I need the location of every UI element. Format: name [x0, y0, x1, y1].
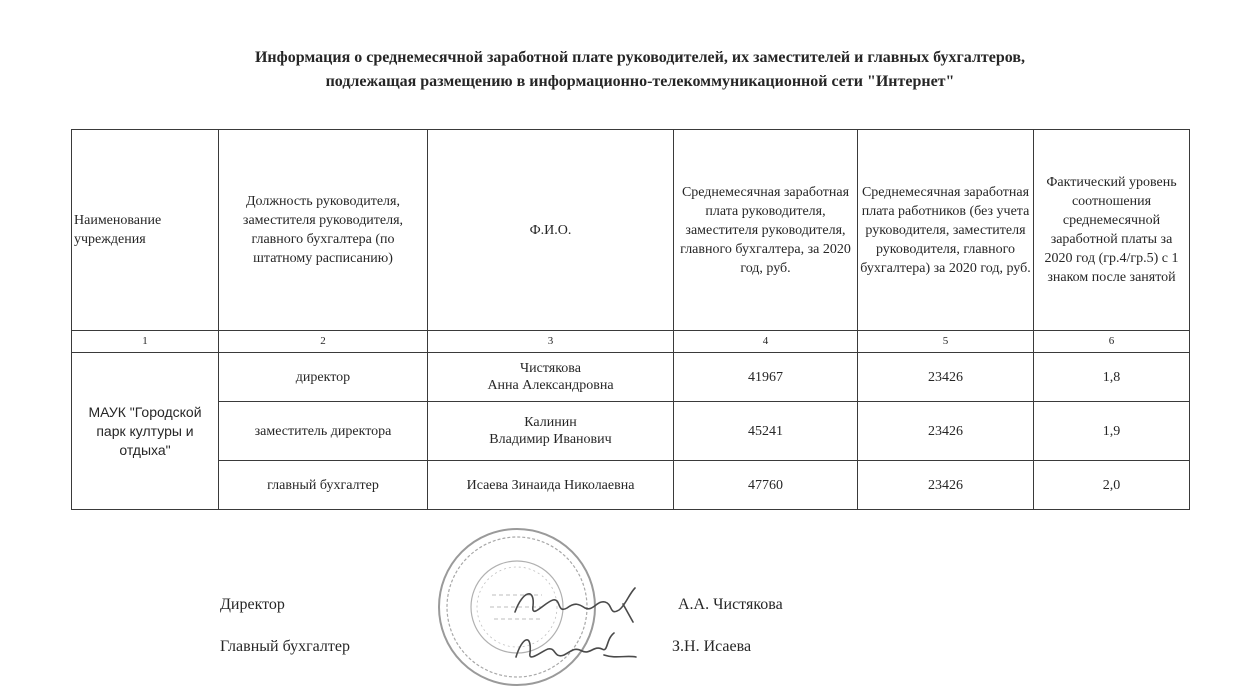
table-row: [72, 353, 1190, 402]
given-names: Владимир Иванович: [489, 432, 612, 447]
full-name-cell: [428, 402, 674, 461]
title-line-1: Информация о среднемесячной заработной плате руководителей, их заместителей и главных бухгалтеров,: [254, 49, 1026, 66]
header-full-name: Ф.И.О.: [428, 130, 674, 331]
worker-salary-cell: 23426: [858, 461, 1034, 510]
title-line-2: подлежащая размещению в информационно-телекоммуникационной сети "Интернет": [325, 73, 955, 90]
accountant-name: З.Н. Исаева: [672, 638, 752, 655]
position-cell: главный бухгалтер: [219, 461, 428, 510]
given-names: Анна Александровна: [487, 378, 614, 393]
position-cell: директор: [219, 353, 428, 402]
worker-salary-cell: 23426: [858, 402, 1034, 461]
header-manager-salary: Среднемесячная заработная плата руководителя, заместителя руководителя, главного бухгалтера, за 2020 год, руб.: [674, 130, 858, 331]
column-number: 6: [1034, 331, 1190, 353]
organization-name-cell: МАУК "Городской парк културы и отдыха": [72, 353, 219, 510]
header-organization: Наименование учреждения: [72, 130, 219, 331]
round-seal-stamp: [432, 525, 602, 690]
manager-salary-cell: 47760: [674, 461, 858, 510]
table-row: [72, 461, 1190, 510]
position-cell: заместитель директора: [219, 402, 428, 461]
director-name: А.А. Чистякова: [678, 596, 783, 613]
accountant-title: Главный бухгалтер: [220, 638, 350, 655]
header-row: [72, 130, 1190, 331]
manager-salary-cell: 45241: [674, 402, 858, 461]
salary-ratio-cell: 1,8: [1034, 353, 1190, 402]
full-name-cell: [428, 353, 674, 402]
table-row: [72, 402, 1190, 461]
header-worker-salary: Среднемесячная заработная плата работников (без учета руководителя, заместителя руководителя, главного бухгалтера) за 2020 год, руб.: [858, 130, 1034, 331]
given-names: Исаева Зинаида Николаевна: [466, 477, 635, 493]
page-title: [0, 46, 1260, 94]
surname: Калинин: [524, 415, 577, 430]
column-number: 1: [72, 331, 219, 353]
salary-ratio-cell: 2,0: [1034, 461, 1190, 510]
header-position: Должность руководителя, заместителя руководителя, главного бухгалтера (по штатному расписанию): [219, 130, 428, 331]
director-title: Директор: [220, 596, 285, 613]
manager-salary-cell: 41967: [674, 353, 858, 402]
column-number: 3: [428, 331, 674, 353]
column-number: 2: [219, 331, 428, 353]
salary-ratio-cell: 1,9: [1034, 402, 1190, 461]
column-number-row: [72, 331, 1190, 353]
accountant-signature-icon: [508, 625, 648, 670]
worker-salary-cell: 23426: [858, 353, 1034, 402]
salary-table: [71, 129, 1190, 510]
director-signature-icon: [505, 582, 655, 627]
column-number: 5: [858, 331, 1034, 353]
header-salary-ratio: Фактический уровень соотношения среднемесячной заработной платы за 2020 год (гр.4/гр.5) с 1 знаком после занятой: [1034, 130, 1190, 331]
surname: Чистякова: [520, 361, 581, 376]
full-name-cell: [428, 461, 674, 510]
column-number: 4: [674, 331, 858, 353]
